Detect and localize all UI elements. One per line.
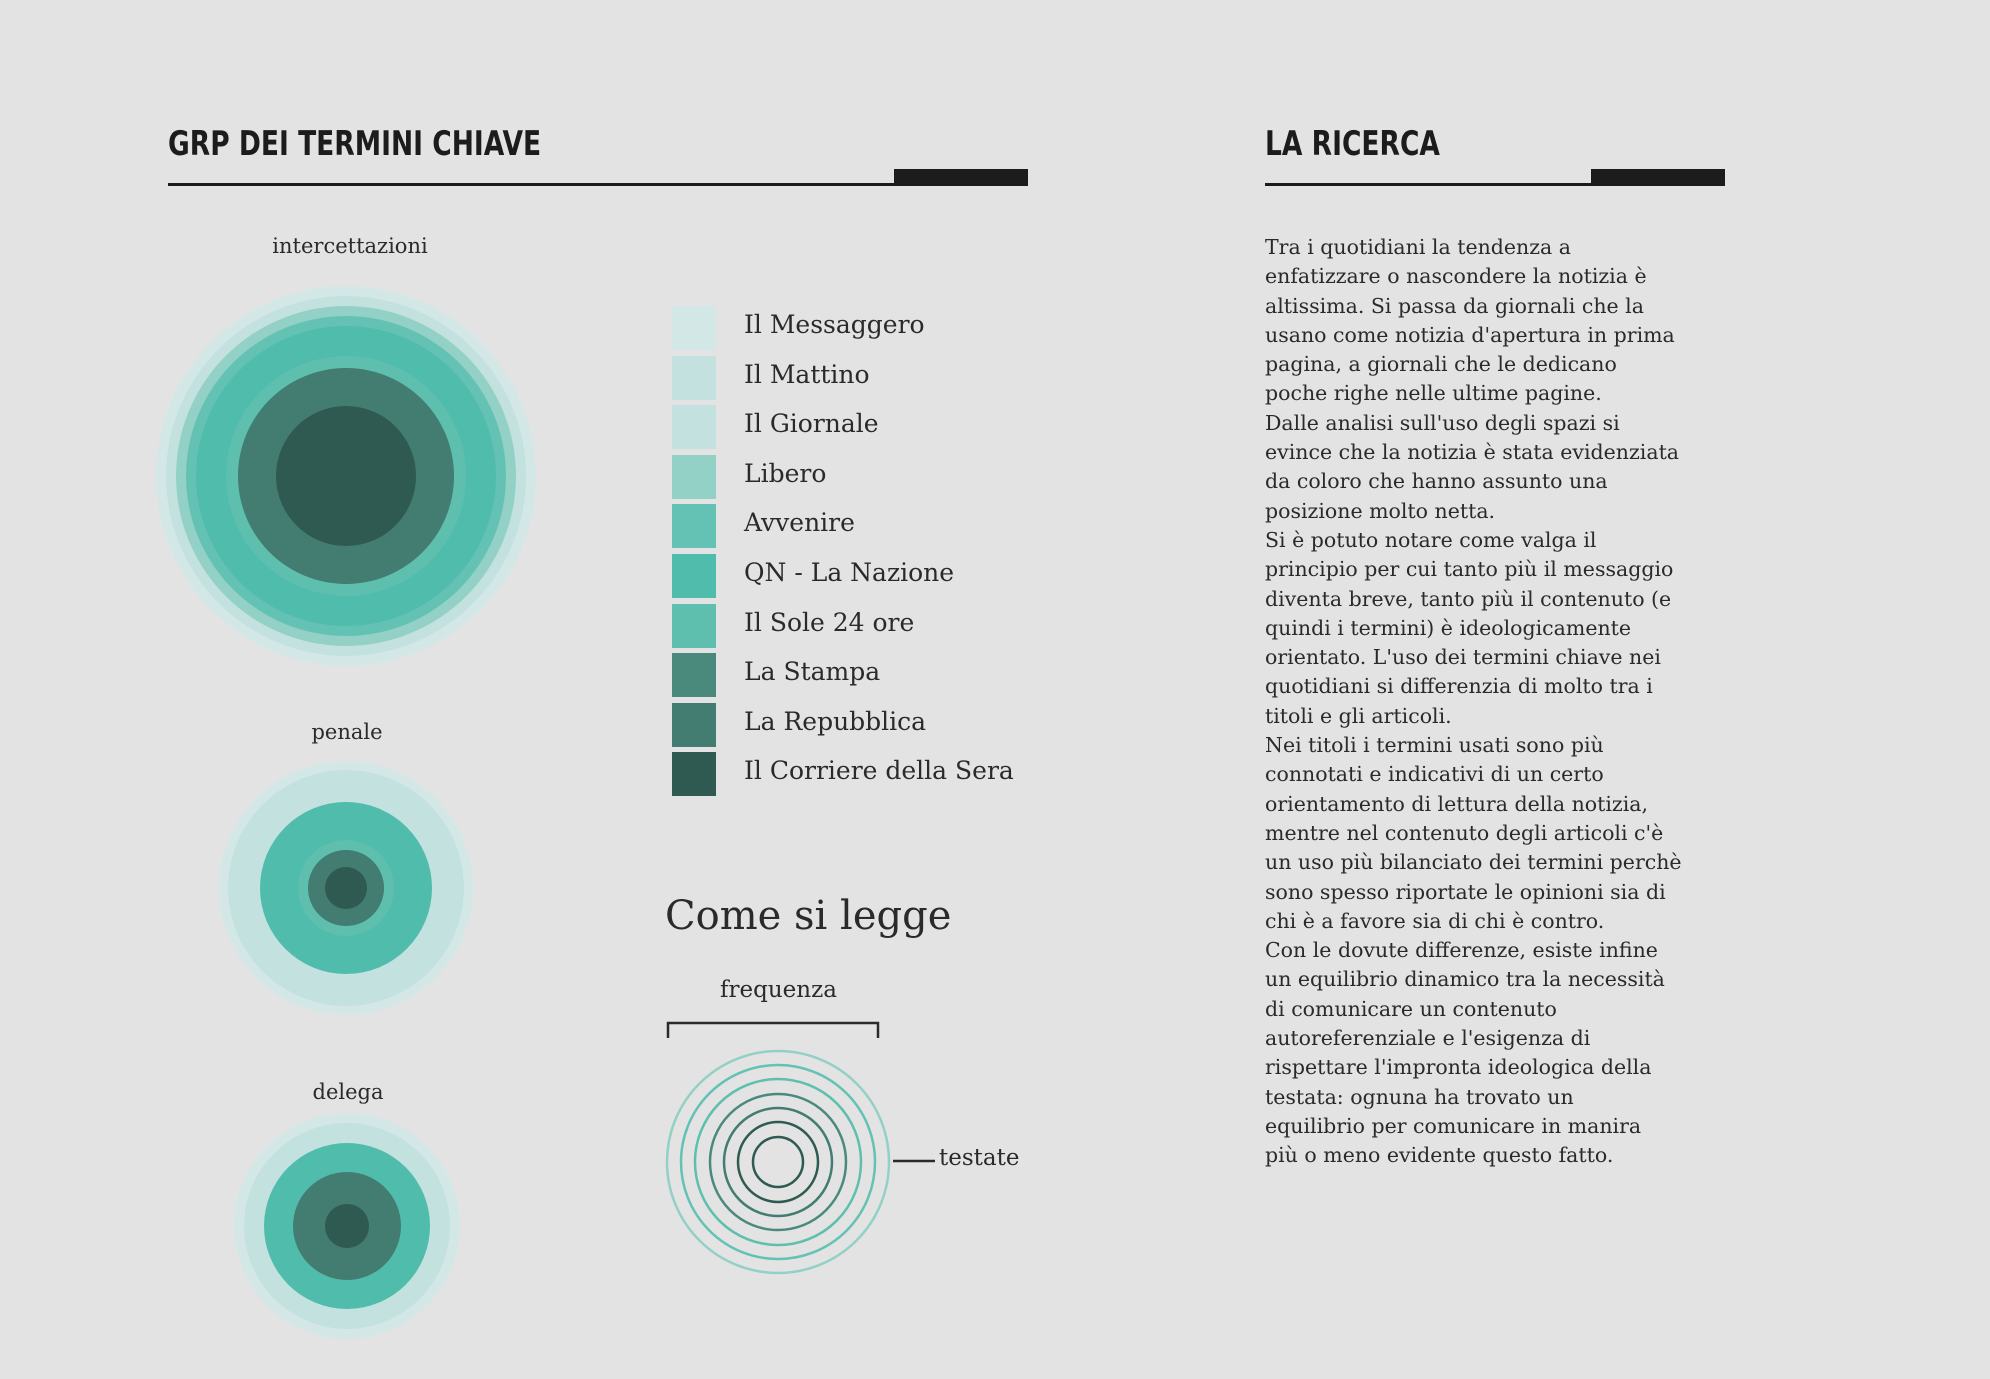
legend-swatch <box>672 554 716 598</box>
term-label-penale: penale <box>311 720 383 744</box>
legend-label: Il Sole 24 ore <box>744 607 915 637</box>
heading-accent-bar <box>1591 169 1725 185</box>
legend-label: Il Mattino <box>744 359 870 389</box>
legend-swatch <box>672 306 716 350</box>
how-to-read-title: Come si legge <box>665 893 952 939</box>
legend-label: Il Giornale <box>744 409 879 439</box>
term-rings-intercettazioni <box>146 276 546 676</box>
ring <box>325 1204 369 1248</box>
legend-swatch <box>672 455 716 499</box>
legend-swatch <box>672 653 716 697</box>
legend-label: Avvenire <box>744 508 855 538</box>
heading-accent-bar <box>894 169 1028 185</box>
term-label-delega: delega <box>312 1080 384 1104</box>
term-label-intercettazioni: intercettazioni <box>272 234 428 258</box>
legend-label: Il Messaggero <box>744 310 925 339</box>
legend-swatch <box>672 356 716 400</box>
legend-label: QN - La Nazione <box>744 558 955 587</box>
legend-label: La Stampa <box>744 657 881 687</box>
section-heading-grp: GRP DEI TERMINI CHIAVE <box>168 124 542 164</box>
legend-label: La Repubblica <box>744 706 927 736</box>
reading-key-rings <box>663 1047 893 1277</box>
legend-swatch <box>672 604 716 648</box>
legend-swatch <box>672 703 716 747</box>
outlets-label: testate <box>939 1145 1020 1171</box>
research-paragraph: Tra i quotidiani la tendenza a enfatizzare o nascondere la notizia è altissima. Si passa da giornali che la usano come notizia d'apertura in prima pagina, a giornali che le dedicano poche righe nelle ultime pagine. Dalle analisi sull'uso degli spazi si evince che la notizia è stata evidenziata da coloro che hanno assunto una posizione molto netta. Si è potuto notare come valga il principio per cui tanto più il messaggio diventa breve, tanto più il contenuto (e quindi i termini) è ideologicamente orientato. L'uso dei termini chiave nei quotidiani si differenzia di molto tra i titoli e gli articoli. Nei titoli i termini usati sono più connotati e indicativi di un certo orientamento di lettura della notizia, mentre nel contenuto degli articoli c'è un uso più bilanciato dei termini perchè sono spesso riportate le opinioni sia di chi è a favore sia di chi è contro. Con le dovute differenze, esiste infine un equilibrio dinamico tra la necessità di comunicare un contenuto autoreferenziale e l'esigenza di rispettare l'impronta ideologica della testata: ognuna ha trovato un equilibrio per comunicare in manira più o meno evidente questo fatto. <box>1265 235 1682 1168</box>
term-rings-penale <box>216 758 476 1018</box>
term-rings-delega <box>227 1106 467 1346</box>
ring <box>325 867 367 909</box>
legend-label: Il Corriere della Sera <box>744 756 1014 786</box>
legend-label: Libero <box>744 458 827 488</box>
legend-swatch <box>672 405 716 449</box>
frequency-bracket <box>666 1020 886 1040</box>
legend-swatch <box>672 752 716 796</box>
ring <box>276 406 416 546</box>
legend-swatch <box>672 504 716 548</box>
frequency-label: frequenza <box>720 977 837 1003</box>
section-heading-ricerca: LA RICERCA <box>1265 124 1440 164</box>
